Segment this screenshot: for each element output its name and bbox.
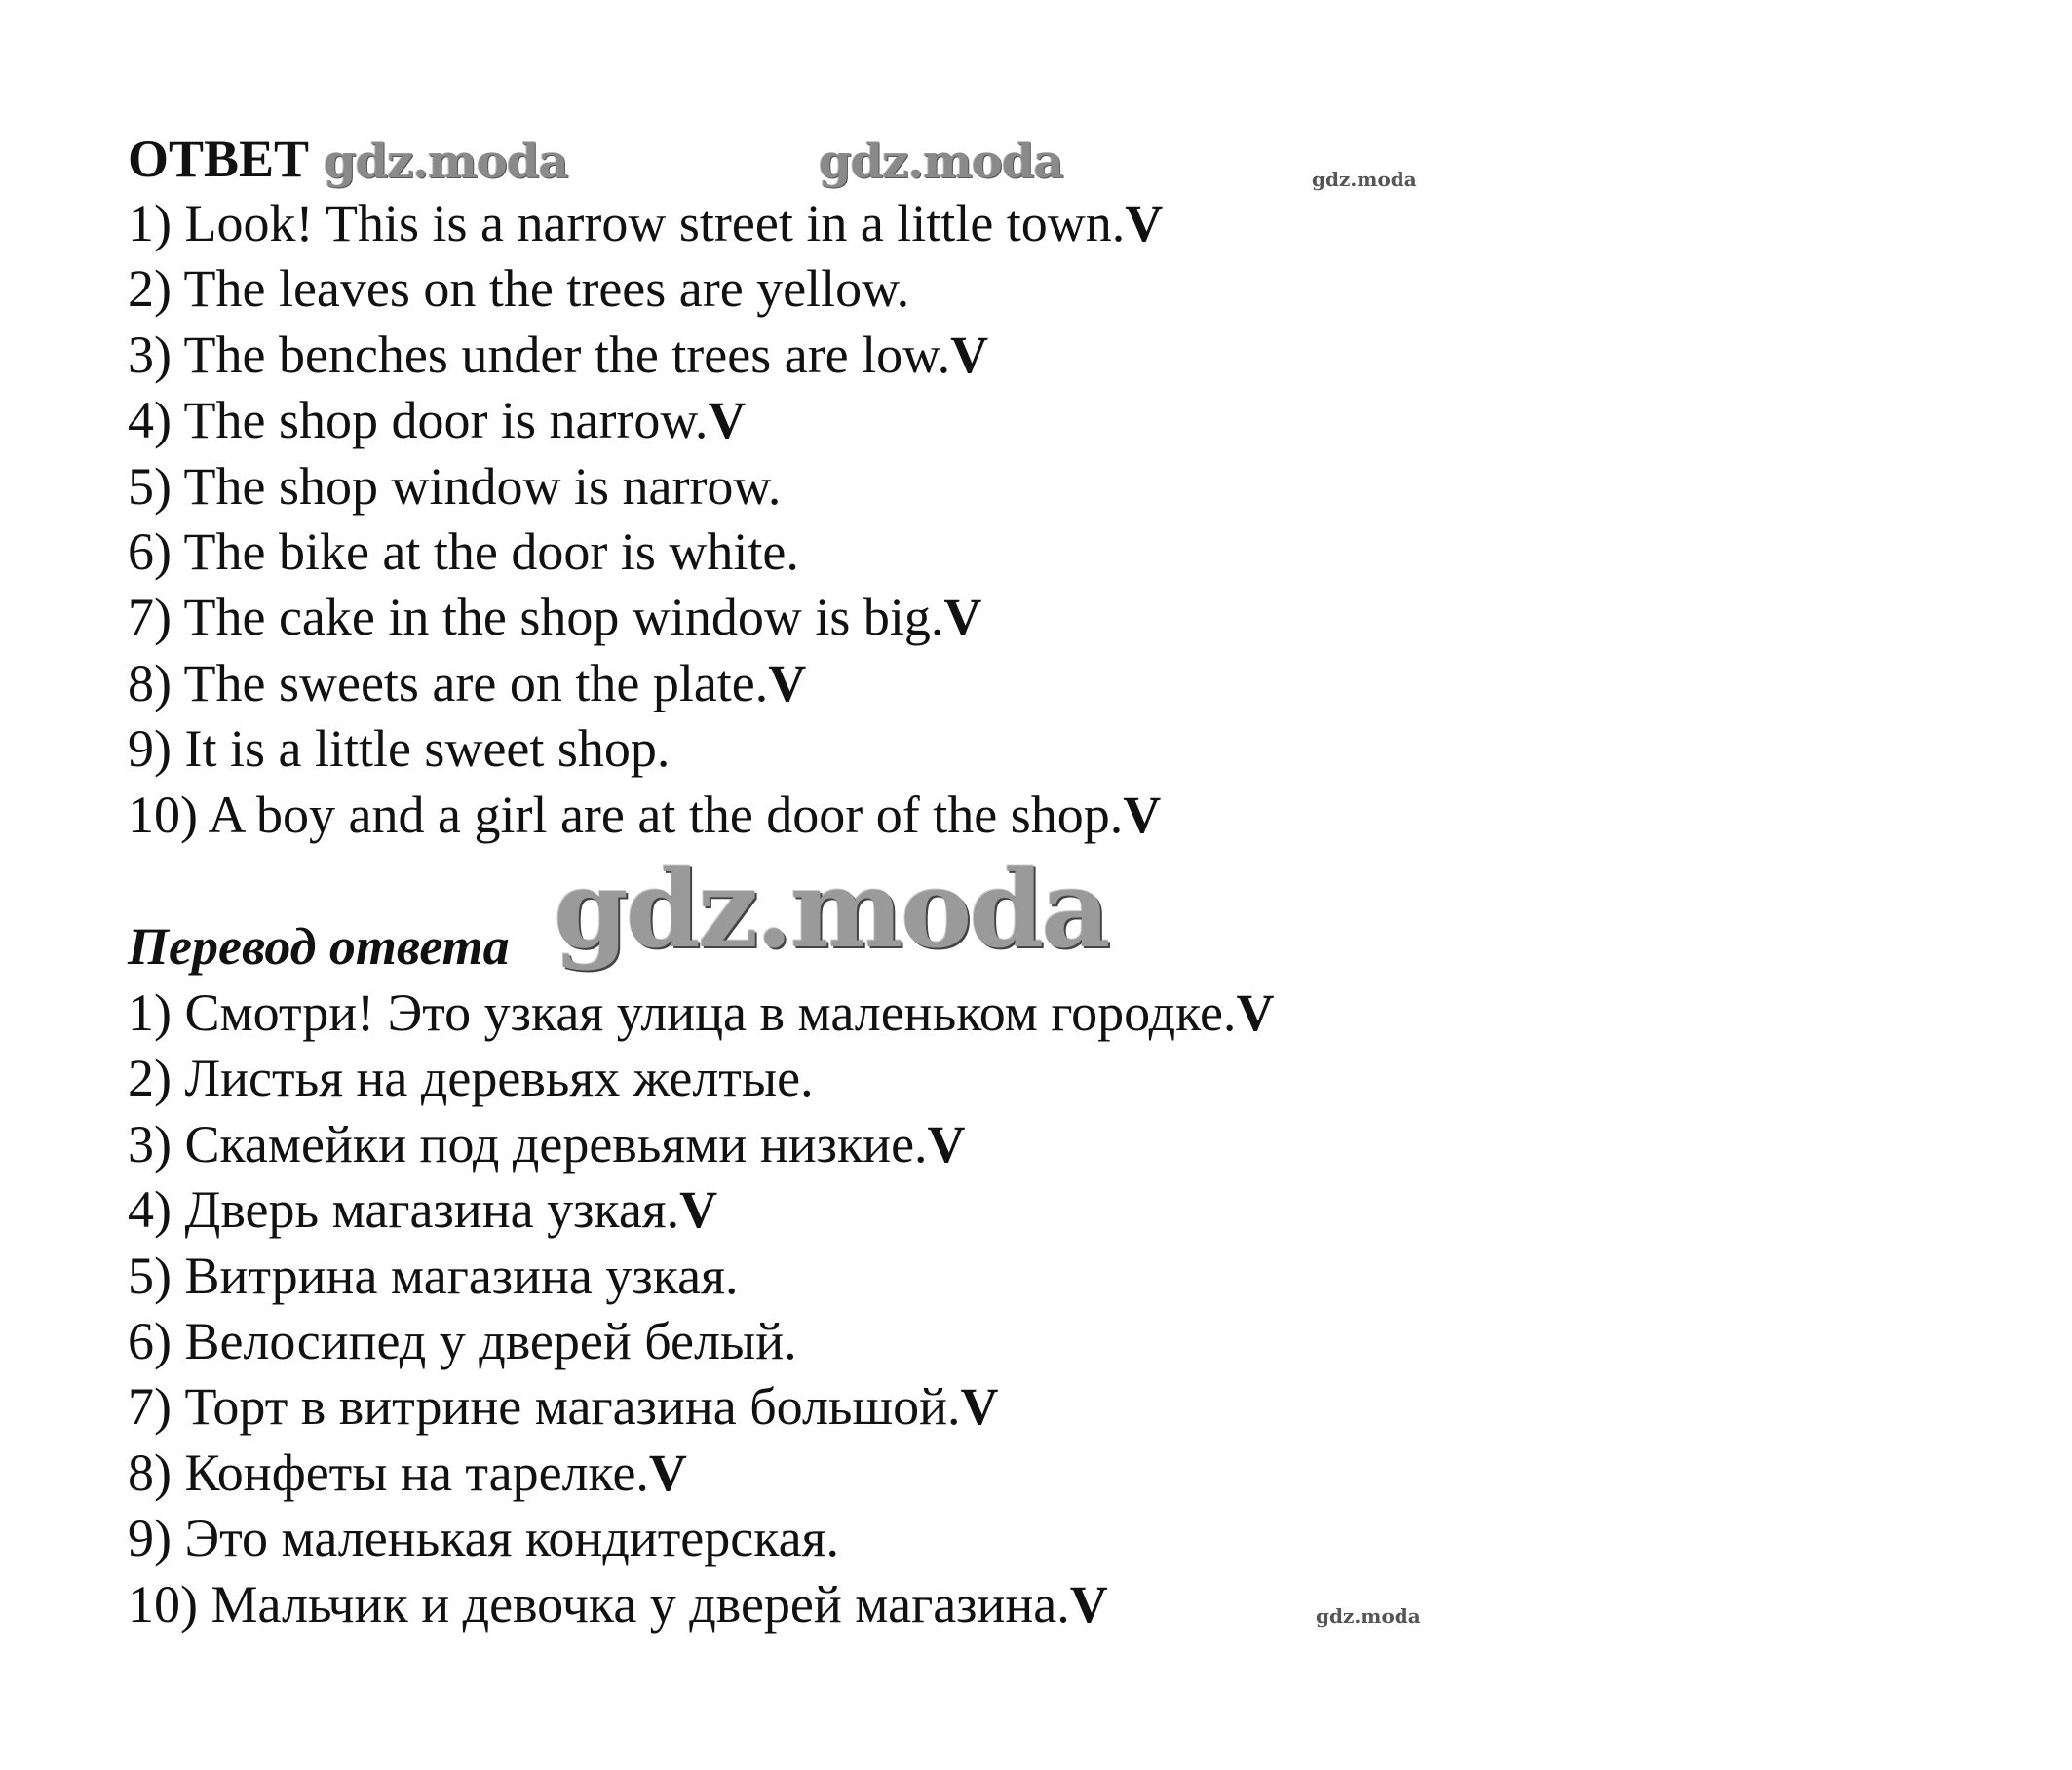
check-mark: V <box>943 588 982 647</box>
answer-line-text: 4) The shop door is narrow. <box>128 391 709 450</box>
check-mark: V <box>679 1180 718 1240</box>
answer-line-text: 9) It is a little sweet shop. <box>128 719 671 779</box>
translation-line-text: 6) Велосипед у дверей белый. <box>128 1312 797 1370</box>
translation-line-text: 9) Это маленькая кондитерская. <box>128 1509 839 1568</box>
translation-line-text: 2) Листья на деревьях желтые. <box>128 1049 814 1108</box>
translation-line <box>128 982 1274 1043</box>
translation-line <box>128 1508 839 1568</box>
answer-line <box>128 653 806 713</box>
translation-line-text: 3) Скамейки под деревьями низкие. <box>128 1114 928 1174</box>
check-mark: V <box>708 391 747 450</box>
answer-line <box>128 785 1161 845</box>
watermark-bottom-right: gdz.moda <box>1316 1604 1421 1628</box>
check-mark: V <box>1125 194 1164 252</box>
answer-line <box>128 258 909 319</box>
answer-line <box>128 587 981 647</box>
answer-line <box>128 193 1163 253</box>
translation-line <box>128 1048 814 1108</box>
answer-line-text: 1) Look! This is a narrow street in a little town. <box>128 194 1126 252</box>
translation-heading: Перевод ответа <box>128 917 510 976</box>
translation-line-text: 10) Мальчик и девочка у дверей магазина. <box>128 1574 1070 1634</box>
translation-line-text: 7) Торт в витрине магазина большой. <box>128 1377 961 1437</box>
answer-line <box>128 456 781 517</box>
translation-line <box>128 1311 797 1371</box>
answer-line-text: 10) A boy and a girl are at the door of the shop. <box>128 785 1124 844</box>
answer-line <box>128 390 746 450</box>
answer-line-text: 3) The benches under the trees are low. <box>128 325 951 384</box>
watermark-top-center: gdz.moda <box>819 135 1063 189</box>
check-mark: V <box>1236 983 1275 1042</box>
answer-line <box>128 521 799 582</box>
translation-line-text: 8) Конфеты на тарелке. <box>128 1443 649 1502</box>
translation-line-text: 1) Смотри! Это узкая улица в маленьком городке. <box>128 983 1237 1042</box>
answer-line-text: 6) The bike at the door is white. <box>128 522 799 581</box>
check-mark: V <box>1069 1574 1108 1634</box>
translation-line <box>128 1443 687 1503</box>
answer-line <box>128 718 670 779</box>
watermark-top-left: gdz.moda <box>324 135 568 189</box>
check-mark: V <box>927 1114 966 1174</box>
answer-heading: ОТВЕТ <box>128 130 310 188</box>
check-mark: V <box>960 1377 999 1437</box>
check-mark: V <box>950 325 989 384</box>
watermark-large-center: gdz.moda <box>554 846 1108 972</box>
check-mark: V <box>648 1443 687 1502</box>
translation-line-text: 5) Витрина магазина узкая. <box>128 1246 739 1305</box>
translation-line <box>128 1376 999 1437</box>
translation-line <box>128 1574 1108 1635</box>
answer-line <box>128 325 988 385</box>
translation-line <box>128 1114 966 1174</box>
answer-line-text: 2) The leaves on the trees are yellow. <box>128 259 910 319</box>
translation-line-text: 4) Дверь магазина узкая. <box>128 1180 680 1240</box>
translation-line <box>128 1246 738 1306</box>
answer-line-text: 5) The shop window is narrow. <box>128 456 782 516</box>
watermark-top-right: gdz.moda <box>1312 168 1417 191</box>
answer-line-text: 8) The sweets are on the plate. <box>128 653 769 712</box>
check-mark: V <box>1123 785 1162 844</box>
translation-line <box>128 1179 717 1240</box>
answer-line-text: 7) The cake in the shop window is big. <box>128 588 944 647</box>
check-mark: V <box>768 653 807 712</box>
